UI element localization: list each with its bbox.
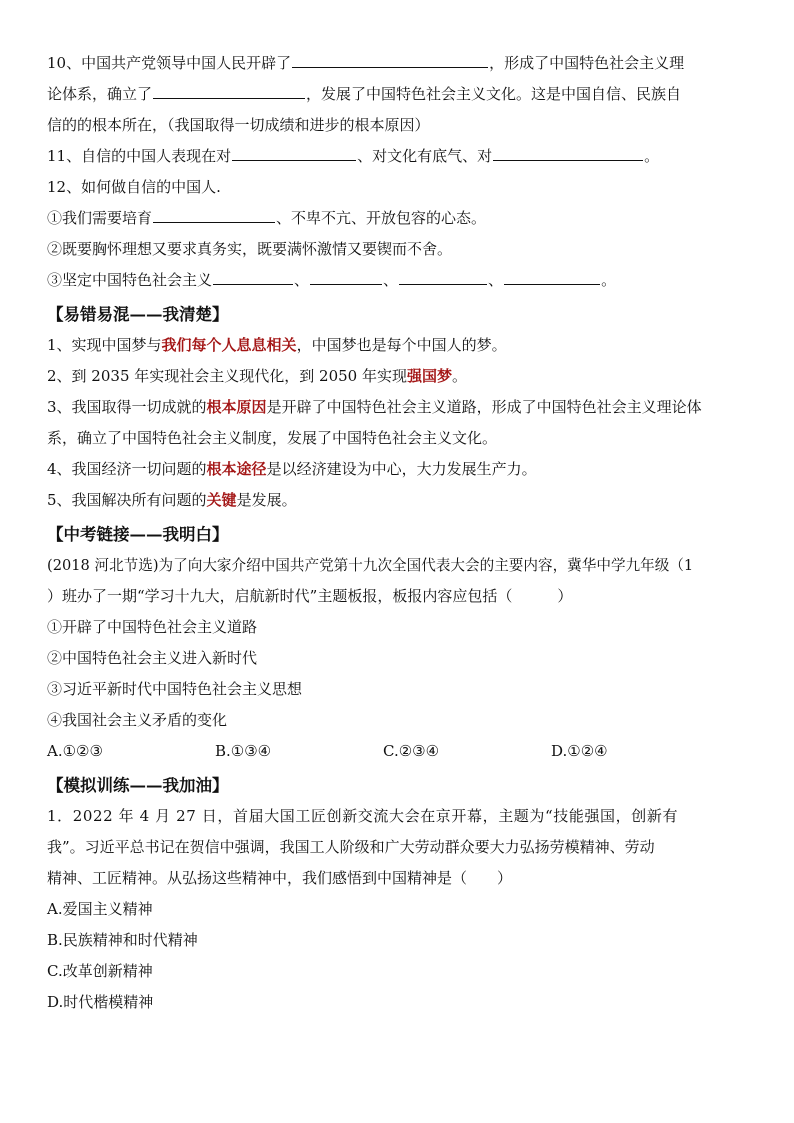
q11-line: 11、自信的中国人表现在对 、对文化有底气、对 。 [47,147,660,165]
practice-option-a[interactable]: A.爱国主义精神 [47,900,153,918]
q12-blank-5[interactable] [504,270,600,285]
section-heading-exam-link: 【中考链接——我明白】 [47,525,229,544]
exam-question-line2: ）班办了一期“学习十九大，启航新时代”主题板报，板报内容应包括（ ） [47,587,573,605]
practice-question-line1: 1．2022 年 4 月 27 日，首届大国工匠创新交流大会在京开幕，主题为“技能强国，创新有 [47,807,679,825]
q11-blank-2[interactable] [493,146,643,161]
q12-item2: ②既要胸怀理想又要求真务实，既要满怀激情又要锲而不舍。 [47,240,453,258]
mistake-item-4: 4、我国经济一切问题的根本途径是以经济建设为中心，大力发展生产力。 [47,460,537,478]
exam-options [47,736,747,767]
exam-statement-2: ②中国特色社会主义进入新时代 [47,649,258,667]
option-d[interactable]: D.①②④ [551,742,608,760]
option-a[interactable]: A.①②③ [47,742,103,760]
exam-statement-3: ③习近平新时代中国特色社会主义思想 [47,680,303,698]
q12-blank-3[interactable] [310,270,382,285]
mistake-item-2: 2、到 2035 年实现社会主义现代化，到 2050 年实现强国梦。 [47,367,467,385]
worksheet-content [47,48,747,1018]
section-heading-practice: 【模拟训练——我加油】 [47,776,229,795]
highlight-text: 根本原因 [206,398,267,416]
mistake-item-5: 5、我国解决所有问题的关键是发展。 [47,491,297,509]
q10-line3: 信的的根本所在，（我国取得一切成绩和进步的根本原因） [47,116,430,134]
q10-blank-1[interactable] [292,53,488,68]
q12-item1: ①我们需要培育 、不卑不亢、开放包容的心态。 [47,209,487,227]
q10-line1: 10、中国共产党领导中国人民开辟了 ，形成了中国特色社会主义理 [47,54,685,72]
mistake-item-1: 1、实现中国梦与我们每个人息息相关，中国梦也是每个中国人的梦。 [47,336,507,354]
practice-option-b[interactable]: B.民族精神和时代精神 [47,931,198,949]
q12-title: 12、如何做自信的中国人. [47,178,221,196]
mistake-item-3-cont: 系，确立了中国特色社会主义制度，发展了中国特色社会主义文化。 [47,429,498,447]
q12-item3: ③坚定中国特色社会主义 、 、 、 。 [47,271,617,289]
q12-blank-2[interactable] [213,270,293,285]
practice-question-line2: 我”。习近平总书记在贺信中强调，我国工人阶级和广大劳动群众要大力弘扬劳模精神、劳动 [47,838,655,856]
mistake-item-3: 3、我国取得一切成就的根本原因是开辟了中国特色社会主义道路，形成了中国特色社会主义理论体 [47,398,702,416]
q11-blank-1[interactable] [232,146,356,161]
exam-statement-4: ④我国社会主义矛盾的变化 [47,711,228,729]
highlight-text: 强国梦 [406,367,452,385]
practice-option-c[interactable]: C.改革创新精神 [47,962,153,980]
q10-line2: 论体系，确立了 ，发展了中国特色社会主义文化。这是中国自信、民族自 [47,85,682,103]
exam-question-line1: (2018 河北节选)为了向大家介绍中国共产党第十九次全国代表大会的主要内容，冀华中学九年级（1 [47,557,694,574]
practice-option-d[interactable]: D.时代楷模精神 [47,993,154,1011]
section-heading-mistakes: 【易错易混——我清楚】 [47,305,229,324]
q12-blank-1[interactable] [153,208,275,223]
option-c[interactable]: C.②③④ [383,742,440,760]
highlight-text: 根本途径 [206,460,267,478]
highlight-text: 我们每个人息息相关 [161,336,297,354]
exam-statement-1: ①开辟了中国特色社会主义道路 [47,618,258,636]
option-b[interactable]: B.①③④ [215,742,272,760]
q12-blank-4[interactable] [399,270,487,285]
practice-question-line3: 精神、工匠精神。从弘扬这些精神中，我们感悟到中国精神是（ ） [47,869,513,887]
q10-blank-2[interactable] [153,84,305,99]
highlight-text: 关键 [206,491,237,509]
